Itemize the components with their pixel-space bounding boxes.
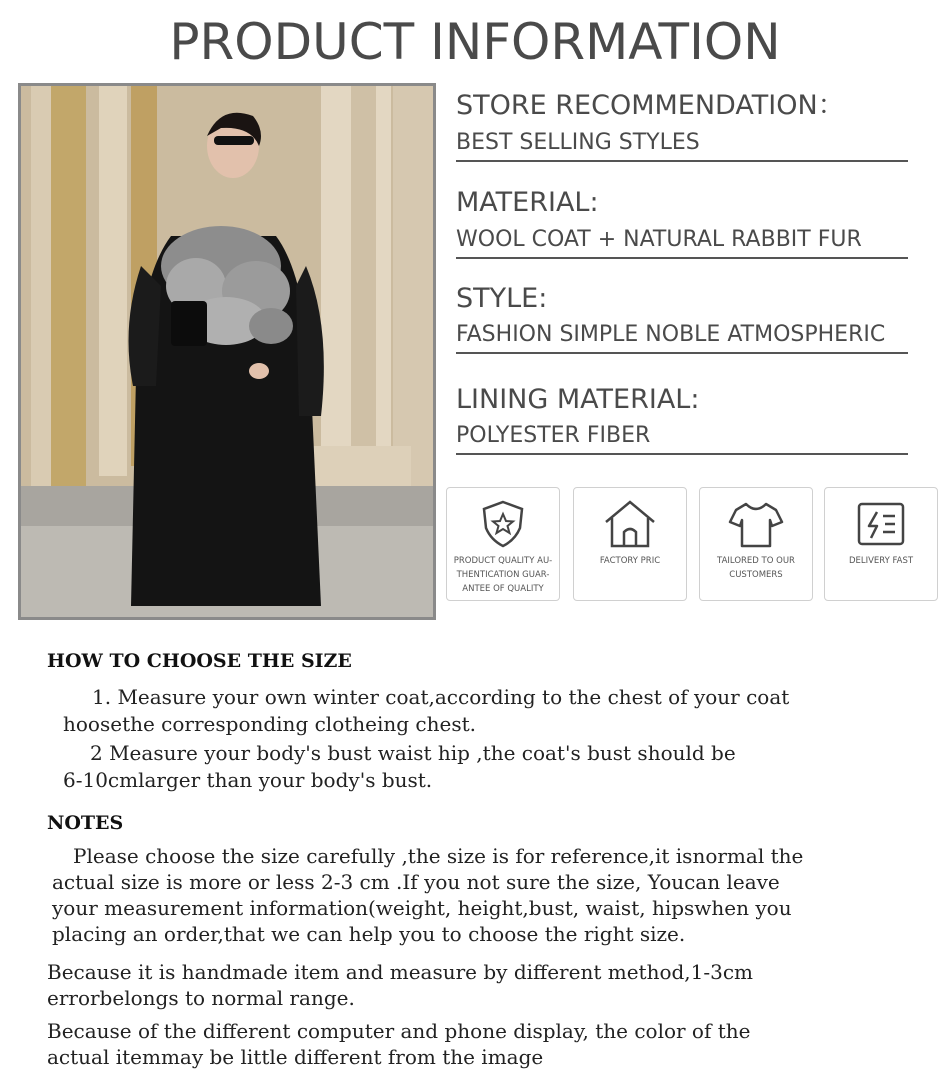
info-label: LINING MATERIAL: [456,384,700,415]
fast-delivery-icon [853,498,909,550]
notes-p1-line1: Please choose the size carefully ,the size is for reference,it isnormal the [73,844,804,868]
badge-tailored [699,487,813,601]
notes-p2-line2: errorbelongs to normal range. [47,986,355,1010]
badge-label: FACTORY PRIC [599,556,661,566]
info-label: MATERIAL: [456,187,599,218]
page-title: PRODUCT INFORMATION [169,13,781,71]
notes-p3-line1: Because of the different computer and phone display, the color of the [47,1019,751,1043]
info-value: BEST SELLING STYLES [456,129,908,162]
shield-star-icon [477,498,529,550]
model-in-coat-illustration [21,86,433,617]
notes-heading: NOTES [47,812,124,834]
info-label: STYLE: [456,283,548,314]
info-label: STORE RECOMMENDATION： [456,90,845,121]
info-lining-material [456,384,936,455]
size-step1-line1: 1. Measure your own winter coat,according to the chest of your coat [92,685,790,709]
badge-factory-price [573,487,687,601]
badge-quality [446,487,560,601]
notes-p1-line4: placing an order,that we can help you to choose the right size. [52,922,686,946]
info-material [456,187,936,259]
info-store-recommendation [456,90,936,162]
notes-p1-line2: actual size is more or less 2-3 cm .If you not sure the size, Youcan leave [52,870,780,894]
notes-p2-line1: Because it is handmade item and measure by different method,1-3cm [47,960,754,984]
badge-label: TAILORED TO OUR CUSTOMERS [717,556,795,580]
tshirt-icon [726,498,786,550]
size-guide-heading: HOW TO CHOOSE THE SIZE [47,650,352,672]
size-step2-line2: 6-10cmlarger than your body's bust. [63,768,433,792]
badge-label: PRODUCT QUALITY AU-THENTICATION GUAR-ANTEE OF QUALITY [453,556,553,594]
notes-p3-line2: actual itemmay be little different from the image [47,1045,544,1069]
house-icon [600,498,660,550]
info-value: WOOL COAT + NATURAL RABBIT FUR [456,226,908,259]
product-photo [18,83,436,620]
size-step2-line1: 2 Measure your body's bust waist hip ,the coat's bust should be [90,741,736,765]
badge-delivery [824,487,938,601]
badge-label: DELIVERY FAST [848,556,914,566]
info-value: POLYESTER FIBER [456,422,908,455]
info-style [456,283,936,354]
notes-p1-line3: your measurement information(weight, height,bust, waist, hipswhen you [52,896,792,920]
size-step1-line2: hoosethe corresponding clotheing chest. [63,712,477,736]
info-value: FASHION SIMPLE NOBLE ATMOSPHERIC [456,321,908,354]
